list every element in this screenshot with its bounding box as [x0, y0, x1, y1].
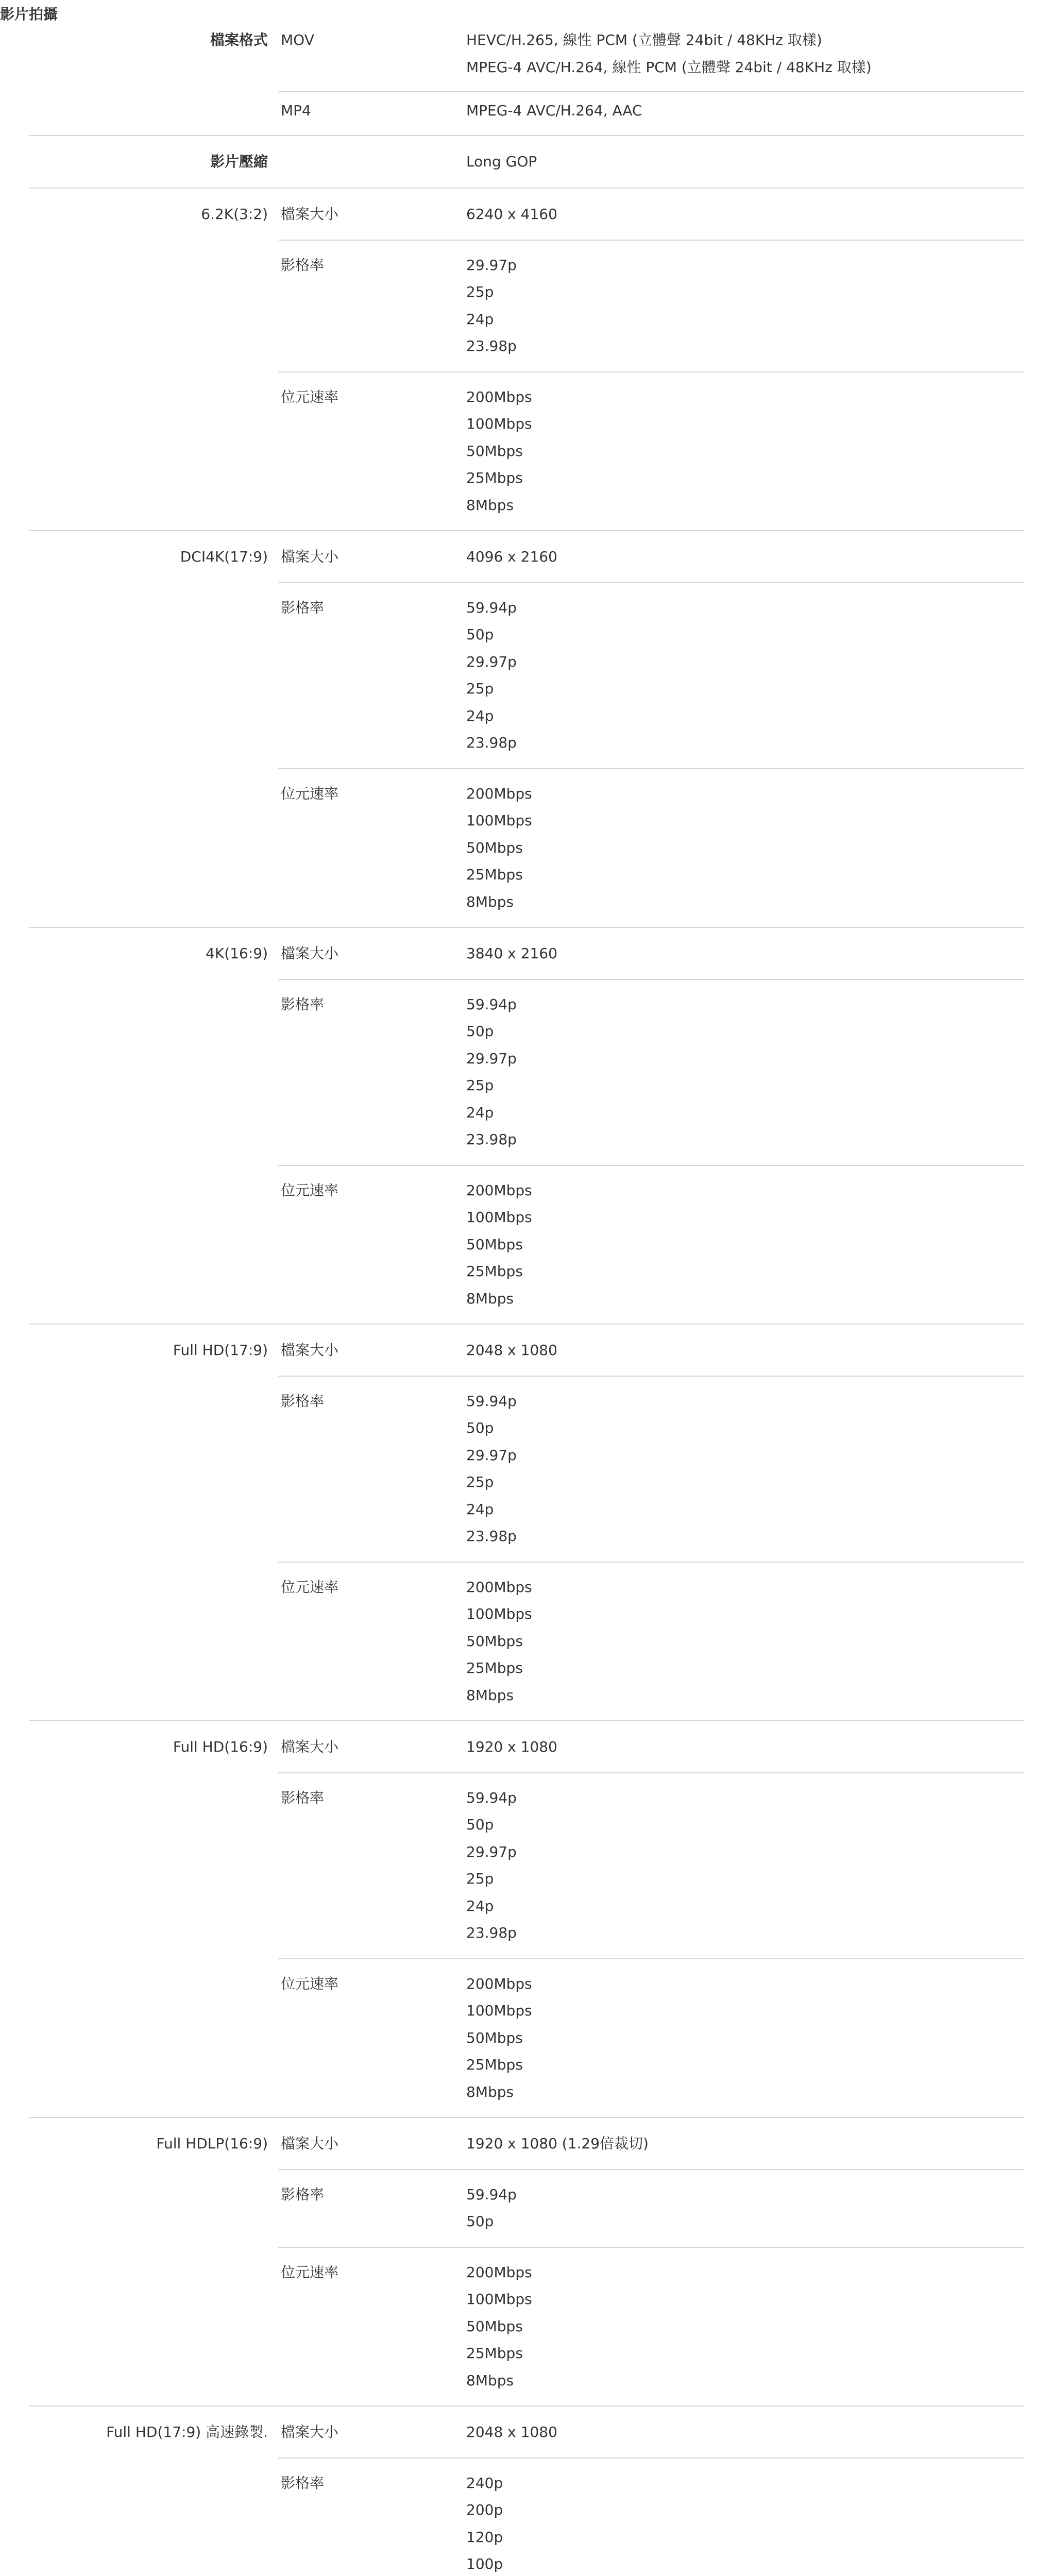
resolution-row-value: 23.98p	[466, 734, 517, 751]
resolution-row-value: 200Mbps	[466, 2263, 532, 2281]
resolution-name: Full HD(16:9)	[173, 1738, 268, 1755]
resolution-row-label: 檔案大小	[281, 945, 339, 962]
row-divider	[278, 979, 1024, 980]
resolution-row-value: 50p	[466, 1419, 494, 1436]
resolution-row-value: 59.94p	[466, 599, 517, 616]
resolution-row-value: 2048 x 1080	[466, 2424, 557, 2441]
resolution-row-value: 8Mbps	[466, 2083, 514, 2100]
resolution-row-value: 100Mbps	[466, 2291, 532, 2308]
resolution-row-value: 8Mbps	[466, 2371, 514, 2389]
resolution-row-value: 25Mbps	[466, 469, 523, 486]
row-divider	[278, 582, 1024, 583]
row-divider	[278, 2169, 1024, 2170]
resolution-row-value: 24p	[466, 310, 494, 328]
format-value: HEVC/H.265, 線性 PCM (立體聲 24bit / 48KHz 取樣)	[466, 31, 822, 48]
section-divider	[29, 927, 1024, 928]
resolution-row-value: 25p	[466, 1077, 494, 1094]
row-divider	[278, 371, 1024, 372]
resolution-row-value: 1920 x 1080 (1.29倍裁切)	[466, 2135, 649, 2152]
resolution-row-value: 8Mbps	[466, 496, 514, 514]
resolution-row-value: 25Mbps	[466, 2345, 523, 2362]
resolution-row-value: 100Mbps	[466, 1209, 532, 1226]
compression-label: 影片壓縮	[210, 152, 268, 170]
row-divider	[278, 2458, 1024, 2459]
resolution-row-label: 位元速率	[281, 388, 339, 405]
resolution-row-value: 25p	[466, 1870, 494, 1887]
resolution-row-value: 50p	[466, 1023, 494, 1040]
section-divider	[29, 1720, 1024, 1721]
row-divider	[278, 1165, 1024, 1166]
format-value: MPEG-4 AVC/H.264, AAC	[466, 102, 642, 119]
resolution-row-value: 23.98p	[466, 1131, 517, 1148]
resolution-row-value: 59.94p	[466, 1789, 517, 1806]
resolution-row-value: 8Mbps	[466, 1290, 514, 1307]
resolution-name: 4K(16:9)	[206, 945, 268, 962]
section-divider	[29, 530, 1024, 531]
resolution-row-label: 影格率	[281, 2474, 325, 2492]
format-value: MPEG-4 AVC/H.264, 線性 PCM (立體聲 24bit / 48KHz 取樣)	[466, 58, 872, 76]
resolution-row-label: 位元速率	[281, 1181, 339, 1199]
resolution-row-label: 影格率	[281, 1789, 325, 1806]
resolution-row-value: 59.94p	[466, 1392, 517, 1410]
resolution-row-value: 8Mbps	[466, 1686, 514, 1704]
resolution-row-value: 24p	[466, 1104, 494, 1121]
section-divider	[29, 188, 1024, 189]
resolution-row-value: 100Mbps	[466, 1605, 532, 1622]
resolution-row-value: 25p	[466, 680, 494, 697]
row-divider	[278, 1958, 1024, 1959]
resolution-row-value: 50Mbps	[466, 2317, 523, 2335]
resolution-row-value: 25Mbps	[466, 1263, 523, 1280]
resolution-row-value: 23.98p	[466, 1924, 517, 1941]
resolution-name: DCI4K(17:9)	[180, 548, 268, 565]
row-divider	[278, 1772, 1024, 1773]
resolution-row-value: 50p	[466, 626, 494, 643]
resolution-row-value: 29.97p	[466, 256, 517, 274]
resolution-row-value: 200Mbps	[466, 388, 532, 405]
resolution-row-value: 50p	[466, 2213, 494, 2230]
resolution-row-value: 24p	[466, 1500, 494, 1518]
resolution-name: 6.2K(3:2)	[201, 206, 268, 223]
resolution-row-value: 1920 x 1080	[466, 1738, 557, 1755]
resolution-row-value: 200Mbps	[466, 1181, 532, 1199]
format-name: MOV	[281, 31, 314, 48]
resolution-row-value: 50p	[466, 1816, 494, 1833]
format-label: 檔案格式	[210, 31, 268, 48]
resolution-row-label: 檔案大小	[281, 2424, 339, 2441]
resolution-row-label: 位元速率	[281, 1578, 339, 1596]
resolution-row-value: 59.94p	[466, 995, 517, 1013]
resolution-row-value: 25Mbps	[466, 866, 523, 883]
resolution-row-value: 120p	[466, 2528, 503, 2546]
resolution-row-label: 檔案大小	[281, 1342, 339, 1359]
resolution-row-label: 檔案大小	[281, 1738, 339, 1755]
resolution-row-value: 29.97p	[466, 653, 517, 670]
resolution-row-value: 25p	[466, 283, 494, 300]
resolution-row-value: 50Mbps	[466, 1235, 523, 1253]
resolution-name: Full HD(17:9) 高速錄製.	[106, 2424, 268, 2441]
resolution-row-label: 檔案大小	[281, 548, 339, 565]
resolution-row-label: 檔案大小	[281, 206, 339, 223]
row-divider	[278, 1376, 1024, 1377]
resolution-row-label: 位元速率	[281, 1975, 339, 1992]
section-divider	[29, 1324, 1024, 1325]
resolution-row-value: 50Mbps	[466, 839, 523, 856]
resolution-row-value: 2048 x 1080	[466, 1342, 557, 1359]
resolution-row-label: 影格率	[281, 995, 325, 1013]
format-name: MP4	[281, 102, 311, 119]
resolution-row-value: 100Mbps	[466, 2002, 532, 2019]
resolution-row-value: 240p	[466, 2474, 503, 2492]
resolution-row-value: 50Mbps	[466, 2029, 523, 2046]
resolution-row-value: 3840 x 2160	[466, 945, 557, 962]
resolution-row-value: 24p	[466, 707, 494, 724]
resolution-row-label: 影格率	[281, 1392, 325, 1410]
resolution-row-value: 100Mbps	[466, 415, 532, 432]
resolution-row-value: 23.98p	[466, 337, 517, 354]
section-divider	[29, 2405, 1024, 2406]
resolution-row-value: 25Mbps	[466, 1659, 523, 1676]
section-divider	[29, 135, 1024, 136]
row-divider	[278, 2247, 1024, 2248]
compression-value: Long GOP	[466, 152, 537, 170]
resolution-row-value: 29.97p	[466, 1843, 517, 1860]
row-divider	[278, 240, 1024, 241]
resolution-row-value: 50Mbps	[466, 442, 523, 460]
resolution-row-label: 檔案大小	[281, 2135, 339, 2152]
resolution-row-value: 25p	[466, 1473, 494, 1490]
resolution-name: Full HDLP(16:9)	[156, 2135, 268, 2152]
resolution-row-value: 50Mbps	[466, 1632, 523, 1650]
resolution-row-label: 位元速率	[281, 2263, 339, 2281]
resolution-row-value: 100p	[466, 2555, 503, 2572]
resolution-row-value: 100Mbps	[466, 812, 532, 829]
resolution-row-label: 位元速率	[281, 785, 339, 802]
resolution-row-value: 200Mbps	[466, 1975, 532, 1992]
resolution-row-value: 200p	[466, 2501, 503, 2518]
row-divider	[278, 91, 1024, 92]
row-divider	[278, 1562, 1024, 1563]
resolution-row-value: 6240 x 4160	[466, 206, 557, 223]
resolution-row-value: 29.97p	[466, 1049, 517, 1067]
resolution-row-value: 25Mbps	[466, 2056, 523, 2073]
resolution-name: Full HD(17:9)	[173, 1342, 268, 1359]
resolution-row-value: 29.97p	[466, 1446, 517, 1464]
resolution-row-value: 200Mbps	[466, 785, 532, 802]
row-divider	[278, 768, 1024, 769]
section-divider	[29, 2117, 1024, 2118]
resolution-row-value: 24p	[466, 1897, 494, 1914]
resolution-row-value: 59.94p	[466, 2185, 517, 2203]
resolution-row-value: 4096 x 2160	[466, 548, 557, 565]
section-title: 影片拍攝	[0, 6, 58, 23]
resolution-row-value: 200Mbps	[466, 1578, 532, 1596]
resolution-row-label: 影格率	[281, 2185, 325, 2203]
resolution-row-label: 影格率	[281, 256, 325, 274]
resolution-row-label: 影格率	[281, 599, 325, 616]
resolution-row-value: 8Mbps	[466, 893, 514, 910]
resolution-row-value: 23.98p	[466, 1528, 517, 1545]
